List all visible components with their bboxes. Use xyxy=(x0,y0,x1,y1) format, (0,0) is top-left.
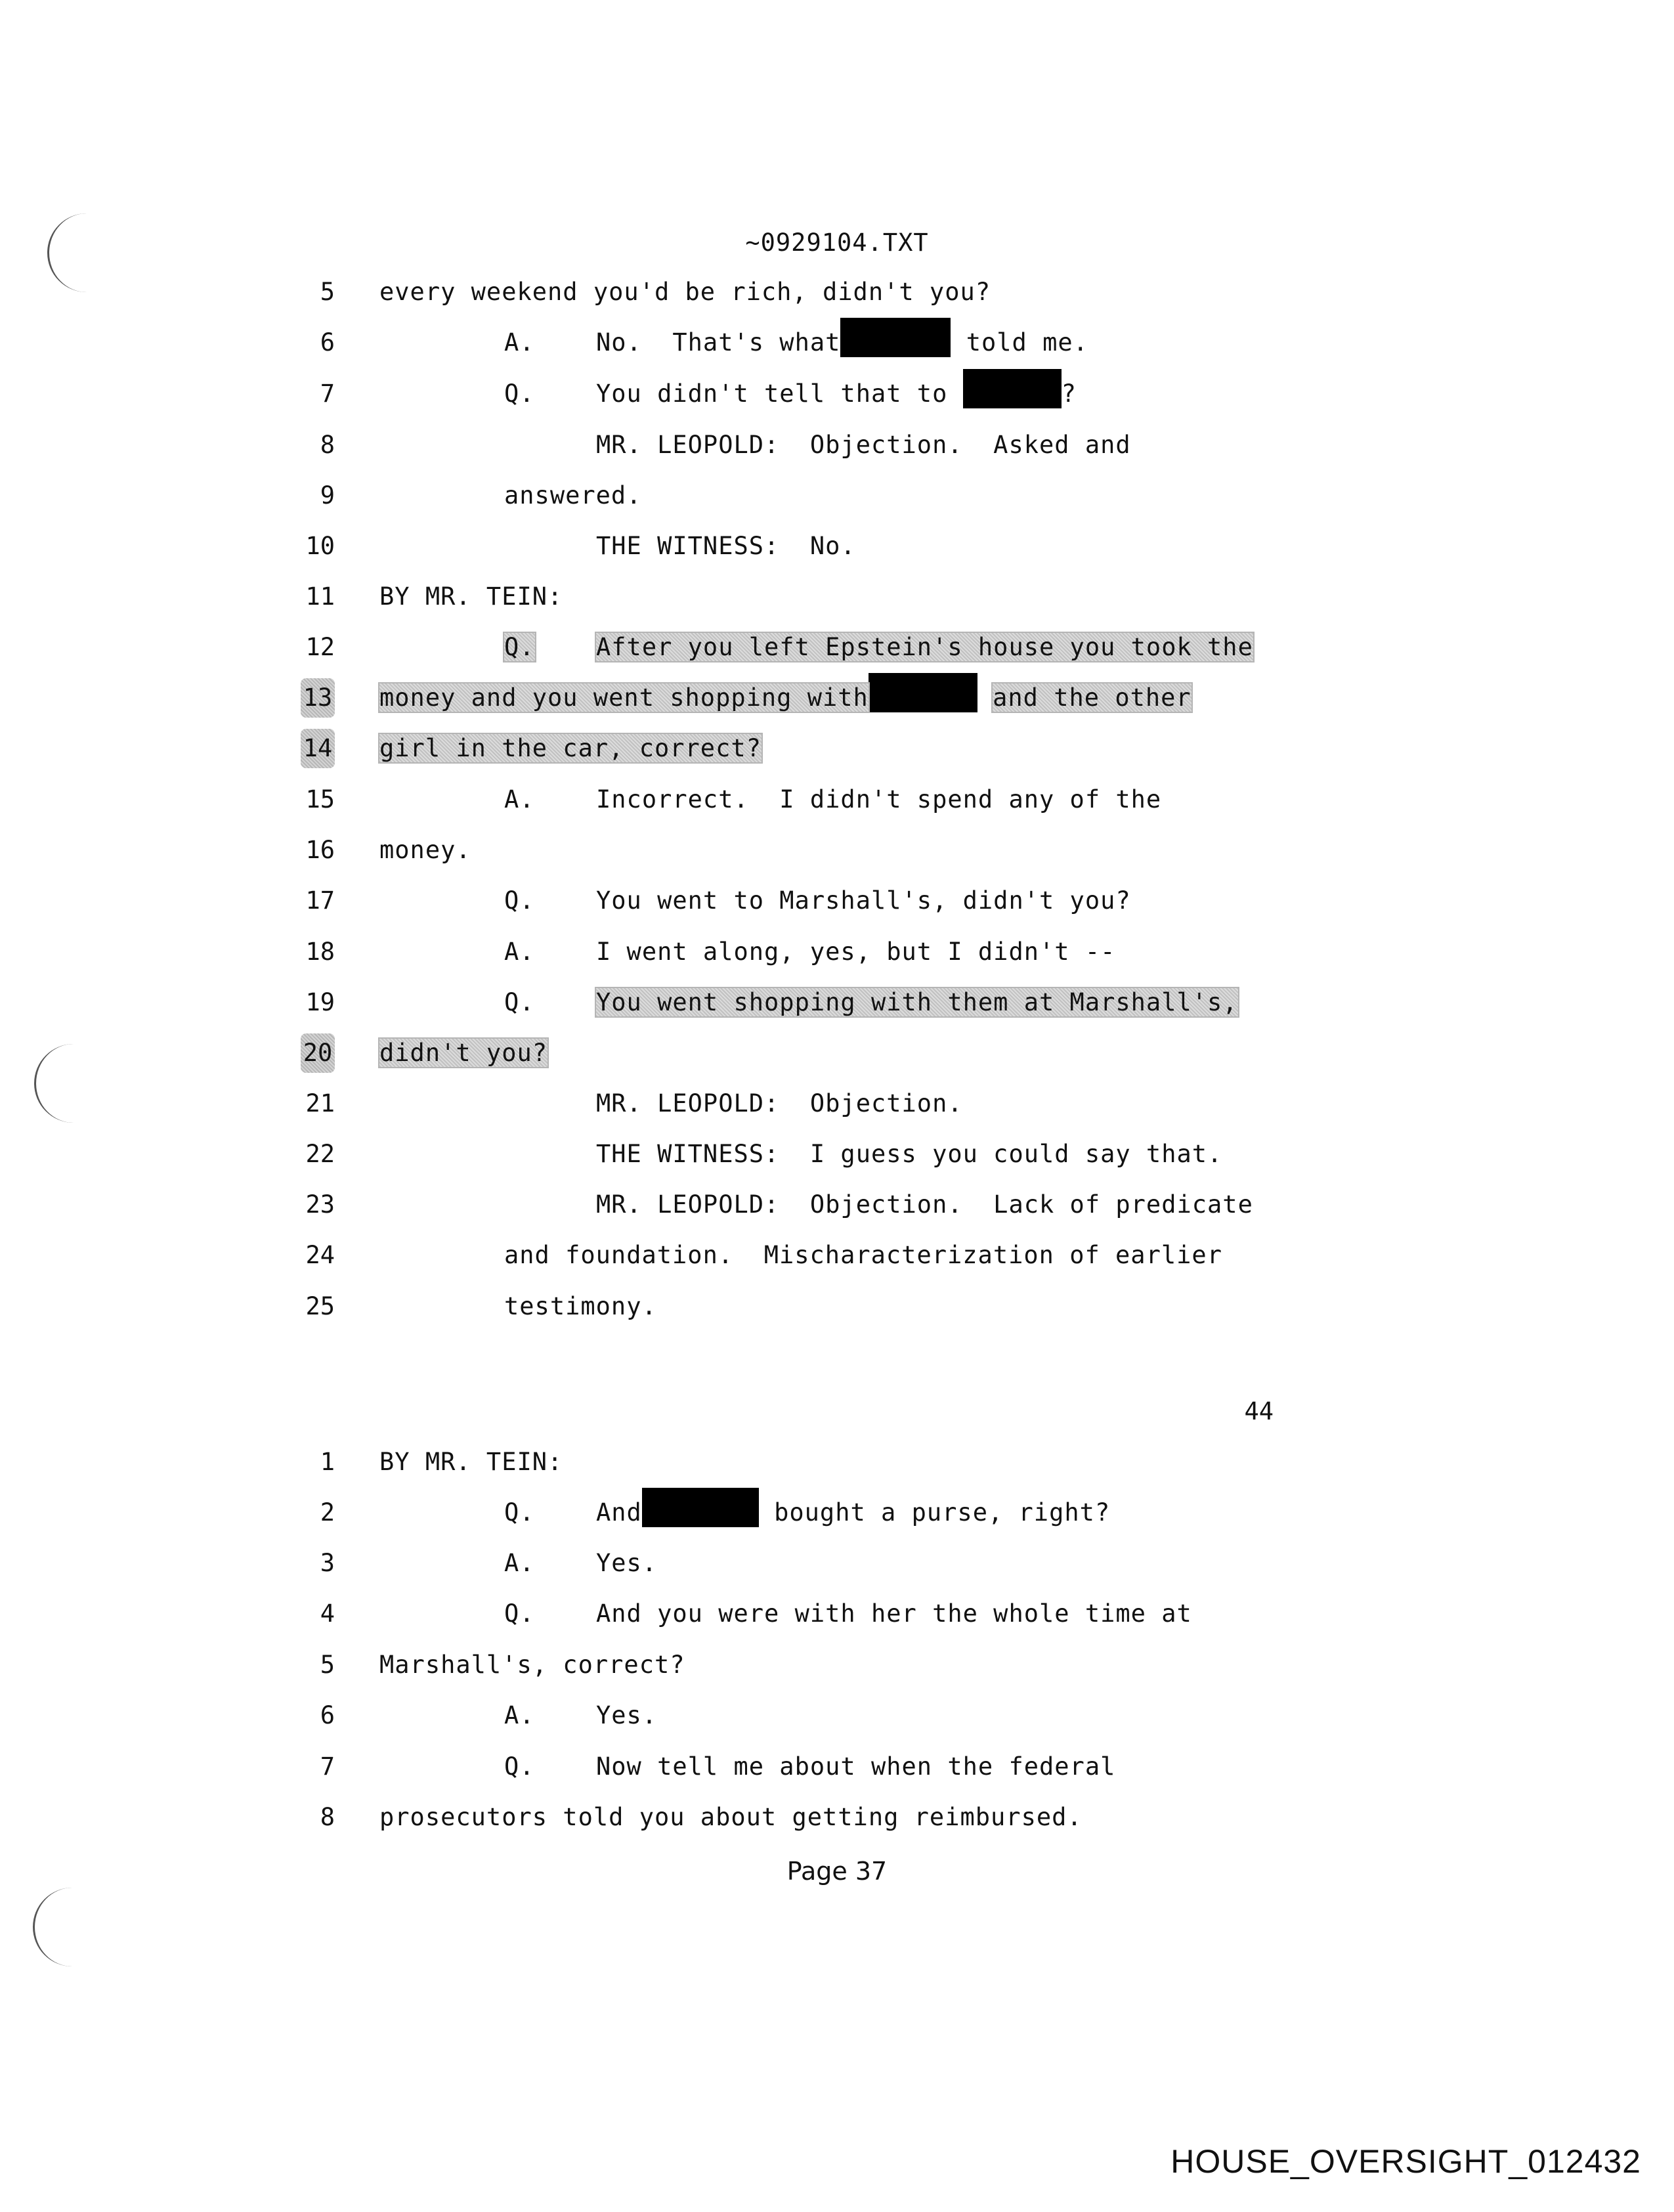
line-number: 12 xyxy=(305,633,335,661)
line-number: 24 xyxy=(305,1241,335,1269)
line-text-segment: And xyxy=(596,1498,642,1527)
line-number: 13 xyxy=(301,678,335,718)
line-number: 20 xyxy=(301,1033,335,1073)
speaker-label: Q. xyxy=(504,1599,535,1628)
line-text-segment: And you were with her the whole time at xyxy=(596,1599,1192,1628)
line-number: 5 xyxy=(320,1651,335,1679)
line-number: 11 xyxy=(305,582,335,611)
speaker-label: A. xyxy=(504,785,535,813)
speaker-label: Q. xyxy=(504,380,535,408)
line-number: 23 xyxy=(305,1190,335,1219)
line-number: 18 xyxy=(305,938,335,966)
line-text xyxy=(504,881,1131,921)
speaker-label: Q. xyxy=(504,1498,535,1527)
line-text: and foundation. Mischaracterization of earlier xyxy=(504,1241,1222,1269)
speaker-label: A. xyxy=(504,1701,535,1729)
bates-stamp: HOUSE_OVERSIGHT_012432 xyxy=(1170,2143,1641,2180)
line-text-segment: bought a purse, right? xyxy=(774,1498,1111,1527)
binder-hole-mark xyxy=(33,1888,81,1966)
line-text xyxy=(504,780,1161,819)
speaker-label-wrap xyxy=(504,628,596,667)
line-text xyxy=(504,1696,657,1735)
highlighted-text: girl in the car, correct? xyxy=(379,734,762,762)
line-text: MR. LEOPOLD: Objection. Lack of predicate xyxy=(596,1190,1253,1219)
line-text-segment: I went along, yes, but I didn't -- xyxy=(596,938,1116,966)
line-number: 19 xyxy=(305,988,335,1016)
line-text: THE WITNESS: I guess you could say that. xyxy=(596,1140,1223,1168)
line-text xyxy=(379,678,1191,718)
line-text xyxy=(504,1594,1192,1634)
line-text-segment: Incorrect. I didn't spend any of the xyxy=(596,785,1162,813)
line-text: BY MR. TEIN: xyxy=(379,1448,563,1476)
line-number: 7 xyxy=(320,380,335,408)
line-number: 21 xyxy=(305,1089,335,1117)
highlighted-text: didn't you? xyxy=(379,1039,548,1067)
line-number: 1 xyxy=(320,1448,335,1476)
line-number: 15 xyxy=(305,785,335,813)
line-text: Marshall's, correct? xyxy=(379,1651,685,1679)
line-text xyxy=(504,932,1115,972)
line-text: BY MR. TEIN: xyxy=(379,582,563,611)
line-text xyxy=(504,1493,1110,1532)
line-number: 7 xyxy=(320,1752,335,1781)
line-number: 5 xyxy=(320,278,335,306)
redaction-box xyxy=(840,318,951,357)
line-number: 3 xyxy=(320,1549,335,1577)
redaction-box xyxy=(963,369,1062,408)
line-number: 6 xyxy=(320,328,335,357)
line-text xyxy=(504,1747,1115,1787)
speaker-label: Q. xyxy=(504,886,535,915)
line-text-segment: ? xyxy=(1061,380,1077,408)
line-text xyxy=(504,374,1077,414)
line-text: money. xyxy=(379,836,471,864)
line-text: MR. LEOPOLD: Objection. xyxy=(596,1089,963,1117)
line-text: testimony. xyxy=(504,1292,657,1320)
line-text: MR. LEOPOLD: Objection. Asked and xyxy=(596,431,1131,459)
line-number: 25 xyxy=(305,1292,335,1320)
line-text xyxy=(379,729,762,768)
line-text-segment: You didn't tell that to xyxy=(596,380,963,408)
redaction-box xyxy=(642,1488,759,1527)
line-number: 6 xyxy=(320,1701,335,1729)
line-text: prosecutors told you about getting reimbursed. xyxy=(379,1803,1083,1831)
speaker-label: Q. xyxy=(504,988,535,1016)
line-text: THE WITNESS: No. xyxy=(596,532,856,560)
highlighted-text: After you left Epstein's house you took the xyxy=(596,633,1253,661)
line-text-segment: You went to Marshall's, didn't you? xyxy=(596,886,1131,915)
line-number: 8 xyxy=(320,1803,335,1831)
highlighted-text: and the other xyxy=(993,683,1191,712)
line-number: 22 xyxy=(305,1140,335,1168)
line-text-segment: Now tell me about when the federal xyxy=(596,1752,1116,1781)
binder-hole-mark xyxy=(34,1044,82,1123)
line-text: every weekend you'd be rich, didn't you? xyxy=(379,278,991,306)
speaker-label: Q. xyxy=(504,633,535,661)
line-number: 10 xyxy=(305,532,335,560)
speaker-label: A. xyxy=(504,1549,535,1577)
speaker-label: Q. xyxy=(504,1752,535,1781)
line-number: 17 xyxy=(305,886,335,915)
line-text xyxy=(504,1544,657,1583)
line-text-segment: Yes. xyxy=(596,1549,658,1577)
transcript-page-number: 44 xyxy=(1244,1397,1274,1425)
line-text xyxy=(504,323,1088,362)
line-number: 16 xyxy=(305,836,335,864)
highlighted-text: money and you went shopping with xyxy=(379,683,869,712)
page-footer-label: Page 37 xyxy=(786,1857,888,1886)
line-text: answered. xyxy=(504,481,642,510)
highlighted-text: You went shopping with them at Marshall's, xyxy=(596,988,1238,1016)
line-number: 14 xyxy=(301,729,335,768)
line-number: 9 xyxy=(320,481,335,510)
line-number: 4 xyxy=(320,1599,335,1628)
line-number: 2 xyxy=(320,1498,335,1527)
line-text-segment: No. That's what xyxy=(596,328,841,357)
line-text xyxy=(504,628,1253,667)
line-text xyxy=(504,983,1238,1022)
line-text-segment: Yes. xyxy=(596,1701,658,1729)
line-text-segment: told me. xyxy=(966,328,1088,357)
line-text xyxy=(379,1033,547,1073)
line-number: 8 xyxy=(320,431,335,459)
document-filename-header: ~0929104.TXT xyxy=(745,228,929,257)
speaker-label: A. xyxy=(504,328,535,357)
redaction-box xyxy=(869,673,977,712)
speaker-label: A. xyxy=(504,938,535,966)
